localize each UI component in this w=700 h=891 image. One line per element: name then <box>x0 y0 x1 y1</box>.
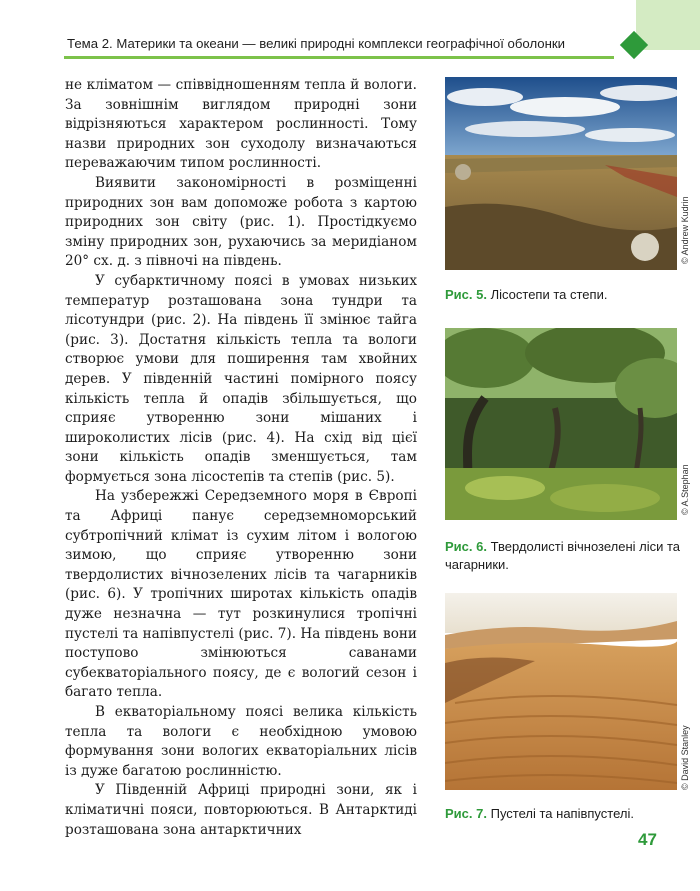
paragraph: У Південній Африці природні зони, як і кліматичні пояси, повторюються. В Антарктиді розташована зона антарктичних <box>65 782 417 838</box>
figure-caption <box>445 286 685 304</box>
figure-label: Рис. 5. <box>445 287 487 302</box>
figure-caption <box>445 805 685 823</box>
paragraph: В екваторіальному поясі велика кількість тепла та вологи є необхідною умовою формування зони вологих екваторіальних лісів із дуже багатою рослинністю. <box>65 704 417 779</box>
header-rule <box>64 56 614 59</box>
running-title: Тема 2. Материки та океани — великі природні комплекси географічної оболонки <box>67 36 566 51</box>
paragraph: На узбережжі Середземного моря в Європі та Африці панує середземноморський субтропічний клімат із сухим літом і вологою зимою, що сприяє утворенню зони твердолистих вічнозелених лісів та чагарників (рис. 6). У тропічних широтах кількість опадів дуже незначна — тут розкинулися тропічні пустелі та напівпустелі (рис. 7). На південь вони поступово змінюються саванами субекваторіального поясу, де є вологий сезон і багато тепла. <box>65 488 417 701</box>
paragraph: У субарктичному поясі в умовах низьких температур розташована зона тундри та лісотундри (рис. 2). На південь її змінює тайга (рис. 3). Достатня кількість тепла та вологи створює умови для поширення там хвойних дерев. У південній частині помірного поясу кількість тепла й опадів збільшується, що сприяє утворенню зони мішаних і широколистих лісів (рис. 4). На схід від цієї зони кількість опадів зменшується, там формується зона лісостепів та степів (рис. 5). <box>65 272 417 485</box>
desert-photo <box>445 593 677 790</box>
figure-caption-text: Лісостепи та степи. <box>490 287 608 302</box>
figure-caption <box>445 538 685 574</box>
page-number: 47 <box>638 830 657 849</box>
figure-label: Рис. 6. <box>445 539 487 554</box>
figure-caption-text: Пустелі та напівпустелі. <box>490 806 634 821</box>
figure-caption-text: Твердолисті вічнозелені ліси та чагарники. <box>445 539 681 572</box>
steppe-photo <box>445 77 677 270</box>
paragraph: Виявити закономірності в розміщенні природних зон вам допоможе робота з картою природних зон світу (рис. 1). Простідкуємо зміну природних зон, рухаючись за меридіаном 20° сх. д. з півночі на південь. <box>65 174 417 270</box>
photo-credit: © Andrew Kudrin <box>680 196 690 264</box>
figure-label: Рис. 7. <box>445 806 487 821</box>
page-header <box>0 0 700 70</box>
main-text <box>65 76 417 840</box>
forest-photo <box>445 328 677 520</box>
photo-credit: © A.Stephan <box>680 464 690 515</box>
paragraph: не кліматом — співвідношенням тепла й вологи. За зовнішнім виглядом природні зони відрізняються характером рослинності. Тому назви природних зон суходолу визначаються переважаючим типом рослинності. <box>65 77 417 172</box>
photo-credit: © David Stanley <box>680 725 690 790</box>
